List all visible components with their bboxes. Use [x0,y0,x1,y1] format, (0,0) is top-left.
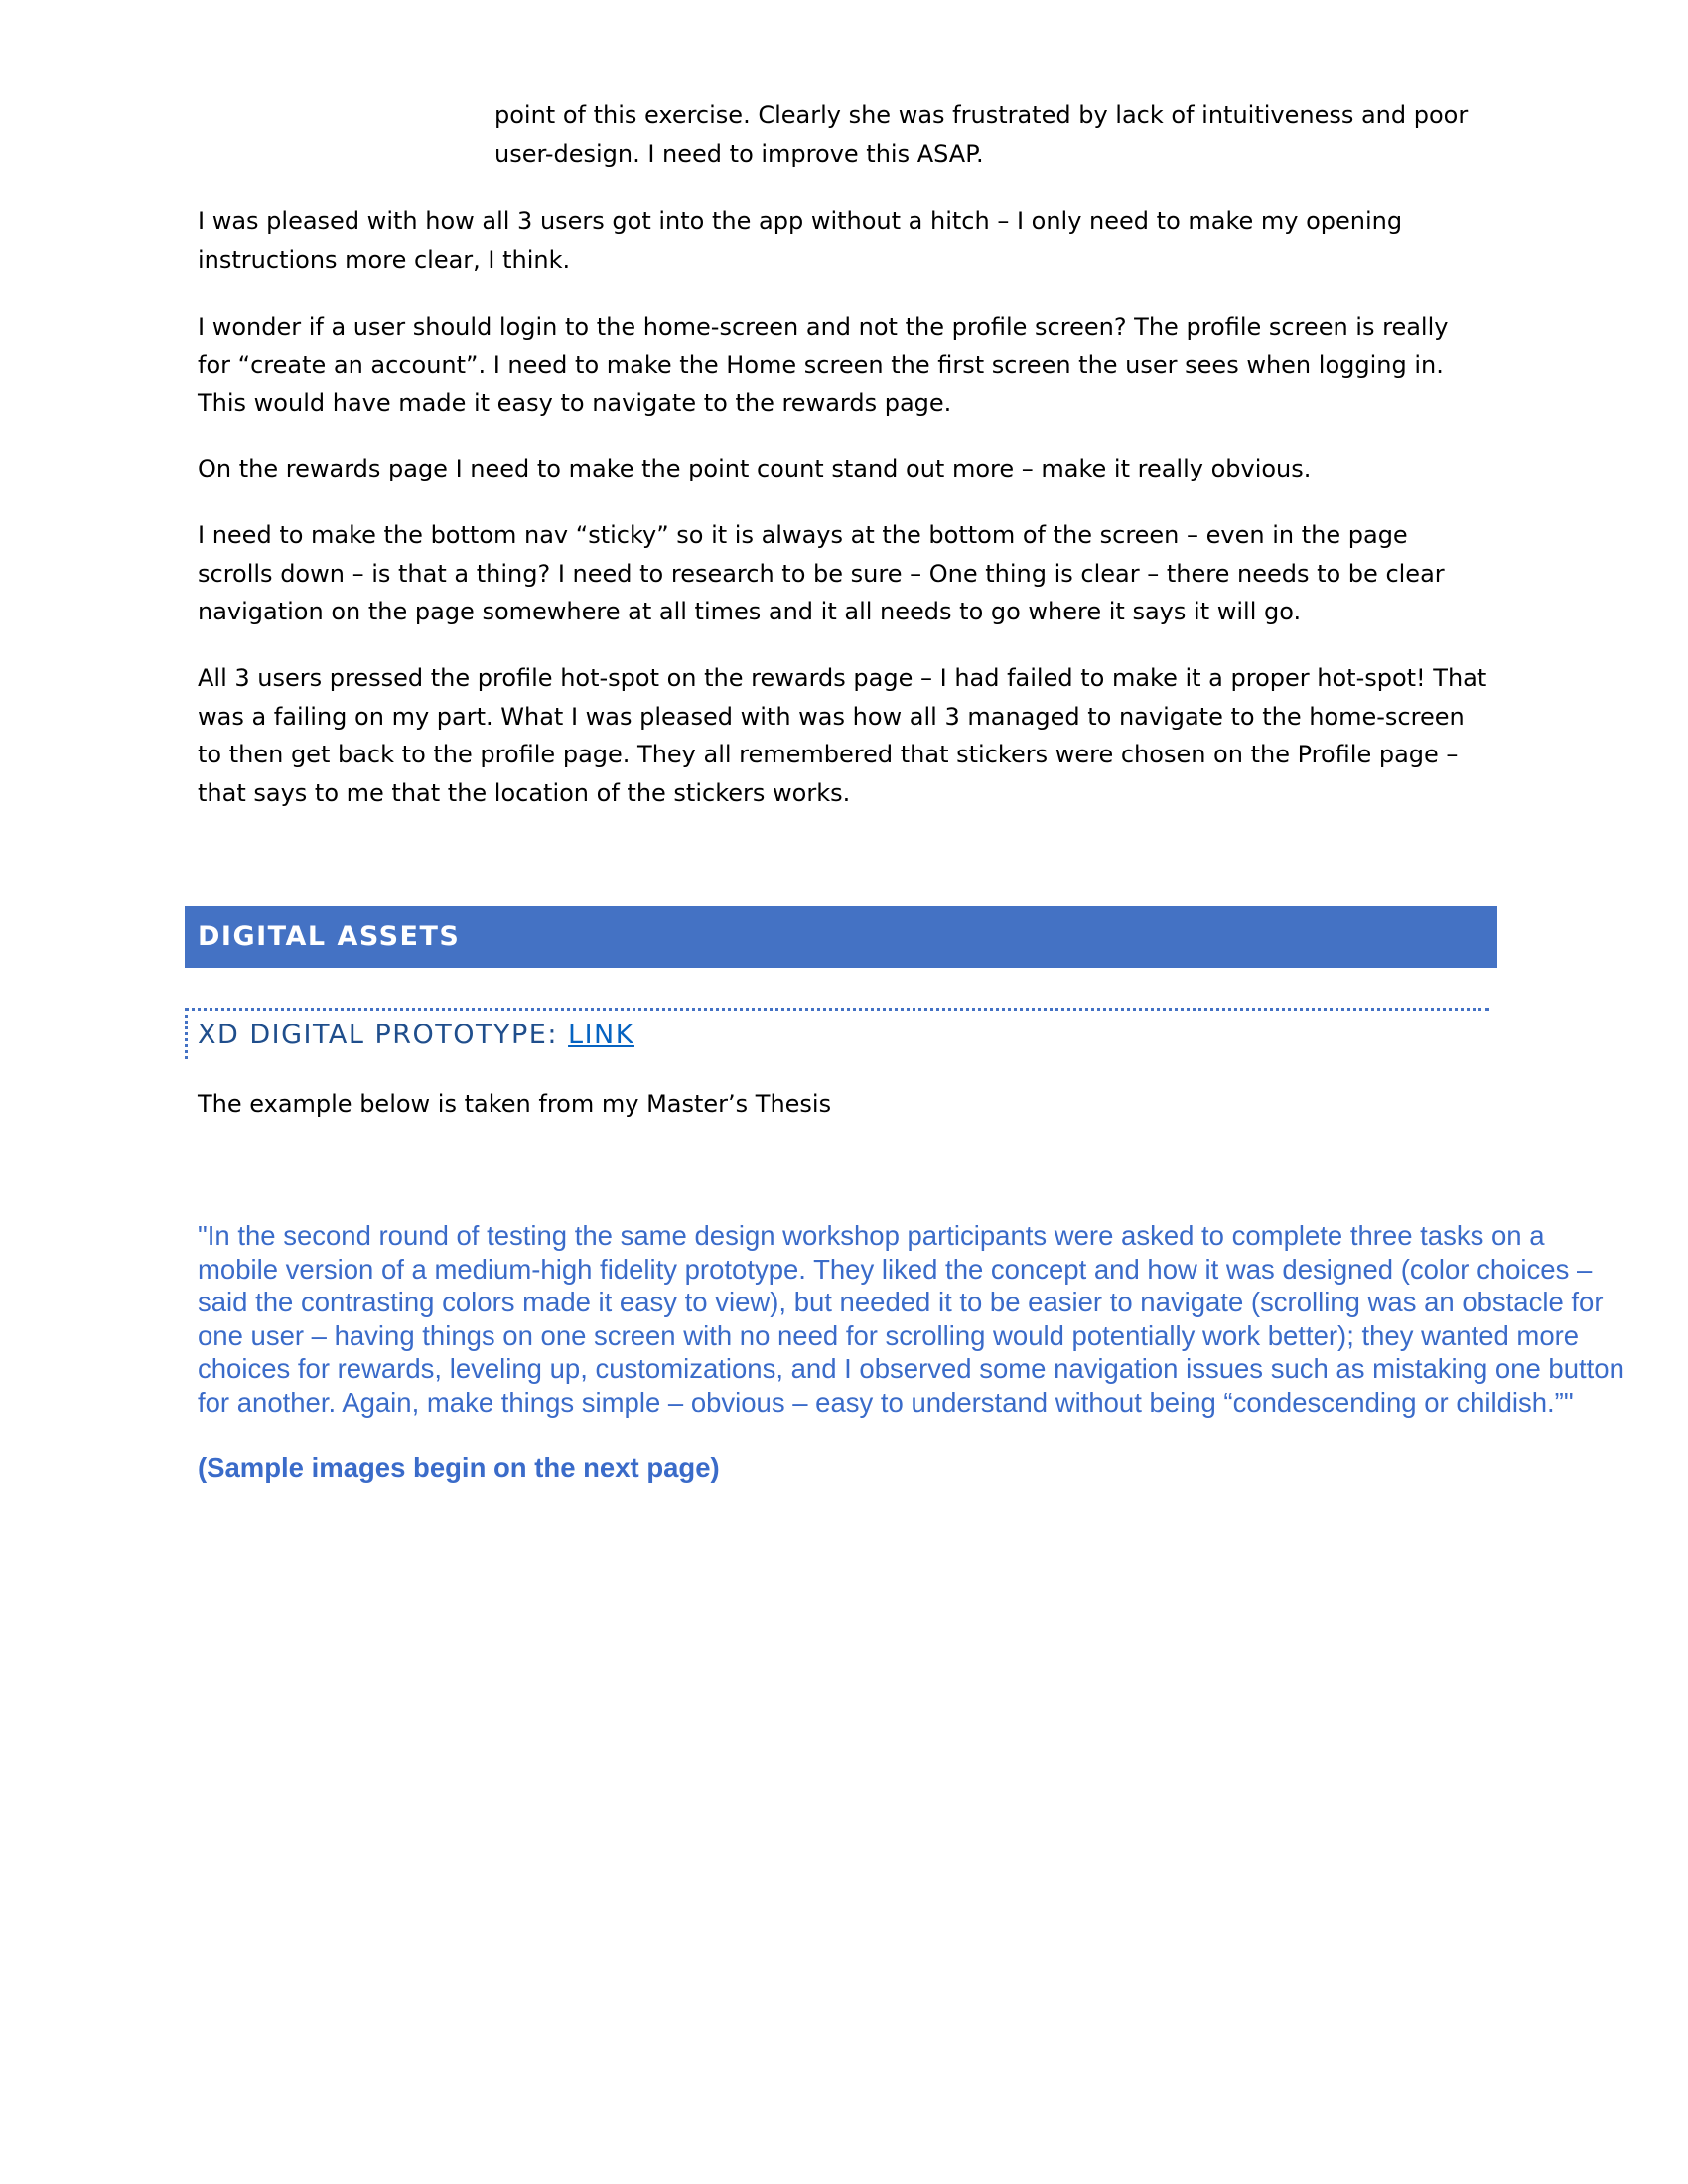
thesis-quote: "In the second round of testing the same design workshop participants were asked to complete three tasks on a mobile version of a medium-high fidelity prototype. They liked the concept and how it was designed (color choices – said the contrasting colors made it easy to view), but needed it to be easier to navigate (scrolling was an obstacle for one user – having things on one screen with no need for scrolling would potentially work better); they wanted more choices for rewards, leveling up, customizations, and I observed some navigation issues such as mistaking one button for another. Again, make things simple – obvious – easy to understand without being “condescending or childish.”" [198,1220,1624,1418]
body-paragraph-4: I need to make the bottom nav “sticky” so it is always at the bottom of the screen – even in the page scrolls down – is that a thing? I need to research to be sure – One thing is clear – there needs to be clear navigation on the page somewhere at all times and it all needs to go where it says it will go. [198,521,1445,625]
body-paragraph-1: I was pleased with how all 3 users got into the app without a hitch – I only need to make my opening instructions more clear, I think. [198,207,1403,274]
body-paragraph-3: On the rewards page I need to make the point count stand out more – make it really obvious. [198,455,1312,482]
section-heading-bar [185,906,1497,968]
subheading-dotted-border-top [185,1008,1489,1011]
subheading-label: XD DIGITAL PROTOTYPE: [198,1020,569,1050]
body-paragraph-2: I wonder if a user should login to the home-screen and not the profile screen? The profile screen is really for “create an account”. I need to make the Home screen the first screen the user sees when logging in. This would have made it easy to navigate to the rewards page. [198,313,1449,417]
sample-images-note: (Sample images begin on the next page) [198,1452,720,1483]
subheading-dotted-border-left [185,1008,188,1059]
prototype-link[interactable]: LINK [568,1020,634,1050]
prototype-subheading [198,1017,634,1054]
thesis-intro: The example below is taken from my Master’s Thesis [198,1090,832,1118]
continued-paragraph: point of this exercise. Clearly she was frustrated by lack of intuitiveness and poor user-design. I need to improve this ASAP. [494,101,1469,168]
body-paragraph-5: All 3 users pressed the profile hot-spot on the rewards page – I had failed to make it a proper hot-spot! That was a failing on my part. What I was pleased with was how all 3 managed to navigate to the home-screen to then get back to the profile page. They all remembered that stickers were chosen on the Profile page – that says to me that the location of the stickers works. [198,664,1487,807]
section-heading: DIGITAL ASSETS [198,921,461,952]
